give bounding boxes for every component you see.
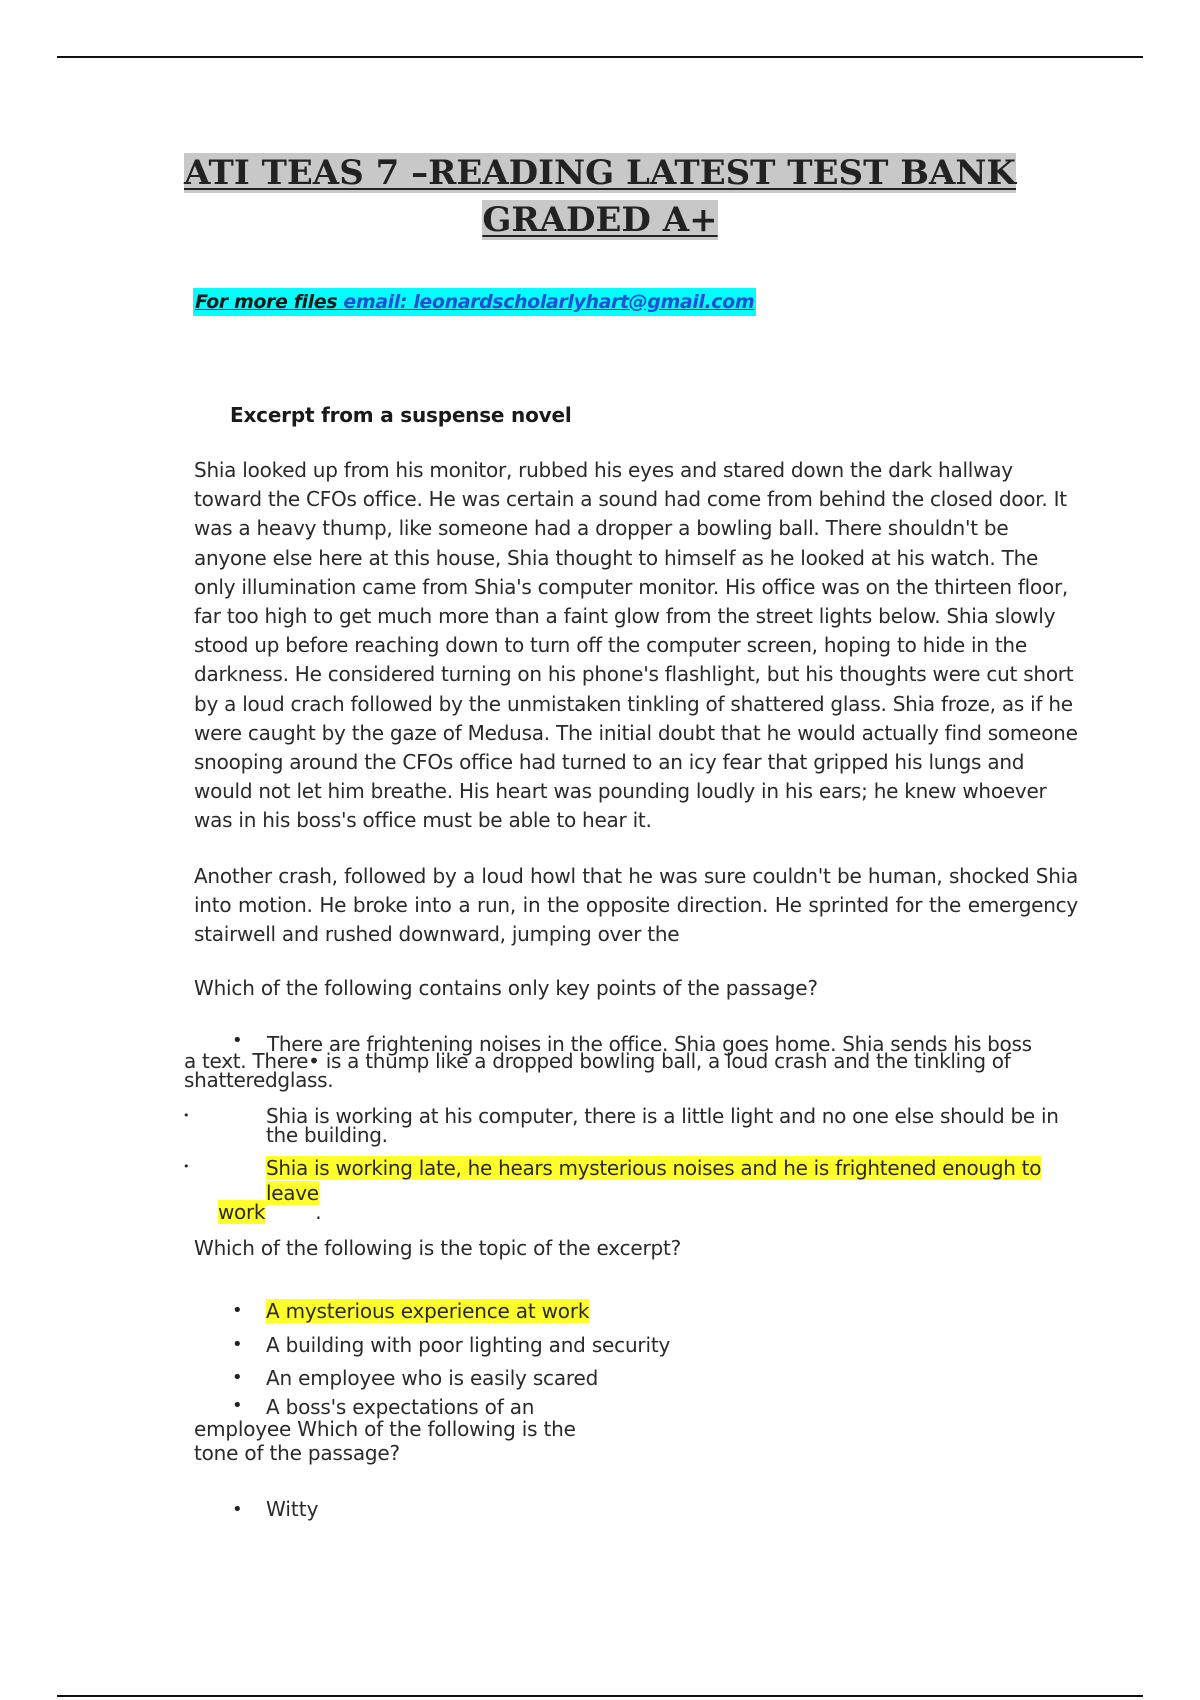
q1-option-c-continued (218, 1200, 322, 1224)
question-2-prompt: Which of the following is the topic of the excerpt? (194, 1236, 682, 1260)
bullet-icon: • (232, 1300, 243, 1321)
q1-option-c (266, 1156, 1046, 1206)
question-3-prompt: employee Which of the following is the tone of the passage? (194, 1417, 576, 1465)
q1-option-b: Shia is working at his computer, there is a little light and no one else should be in the building. (266, 1104, 1059, 1147)
passage-paragraph-1: Shia looked up from his monitor, rubbed his eyes and stared down the dark hallway toward the CFOs office. He was certain a sound had come from behind the closed door. It was a heavy thump, like someone had a dropper a bowling ball. There shouldn't be anyone else here at this house, Shia thought to himself as he looked at his watch. The only illumination came from Shia's computer monitor. His office was on the thirteen floor, far too high to get much more than a faint glow from the street lights below. Shia slowly stood up before reaching down to turn off the computer screen, hoping to hide in the darkness. He considered turning on his phone's flashlight, but his thoughts were cut short by a loud crach followed by the unmistaken tinkling of shattered glass. Shia froze, as if he were caught by the gaze of Medusa. The initial doubt that he would actually find someone snooping around the CFOs office had turned to an icy fear that gripped his lungs and would not let him breathe. His heart was pounding loudly in his ears; he knew whoever was in his boss's office must be able to hear it. (194, 458, 1078, 833)
bullet-icon: • (232, 1334, 243, 1355)
q1-option-a: There are frightening noises in the office. Shia goes home. Shia sends his boss (267, 1032, 1032, 1056)
promo-line (193, 288, 756, 316)
bottom-rule (57, 1695, 1143, 1697)
passage-paragraph-2: Another crash, followed by a loud howl that he was sure couldn't be human, shocked Shia into motion. He broke into a run, in the opposite direction. He sprinted for the emergency stairwell and rushed downward, jumping over the (194, 864, 1078, 947)
question-1-prompt: Which of the following contains only key points of the passage? (194, 976, 818, 1000)
q2-option-2: A building with poor lighting and security (266, 1333, 671, 1357)
promo-prefix: For more files (195, 291, 344, 313)
q2-option-1 (266, 1299, 589, 1323)
bullet-icon: • (183, 1160, 190, 1173)
title-line-2: GRADED A+ (482, 200, 718, 240)
q2-option-1-text: A mysterious experience at work (266, 1299, 590, 1323)
page-title (160, 150, 1040, 244)
bullet-icon: • (232, 1367, 243, 1388)
q1-option-c-end: . (315, 1200, 322, 1224)
top-rule (57, 56, 1143, 58)
q1-option-a-continued: a text. There• is a thump like a dropped bowling ball, a loud crash and the tinkling of shatteredglass. (184, 1049, 1011, 1092)
title-line-1: ATI TEAS 7 –READING LATEST TEST BANK (184, 153, 1016, 193)
bullet-icon: • (232, 1395, 243, 1416)
q3-option-1: Witty (266, 1497, 319, 1521)
q1-option-c-text: Shia is working late, he hears mysterious noises and he is frightened enough to leave (266, 1156, 1042, 1205)
q1-option-c-tail: work (218, 1200, 266, 1224)
bullet-icon: • (232, 1499, 243, 1520)
q2-option-4: A boss's expectations of an (266, 1395, 535, 1419)
q2-option-3: An employee who is easily scared (266, 1366, 599, 1390)
bullet-icon: • (232, 1030, 243, 1051)
bullet-icon: • (183, 1109, 190, 1122)
email-link[interactable]: email: leonardscholarlyhart@gmail.com (343, 291, 755, 313)
excerpt-heading: Excerpt from a suspense novel (230, 403, 572, 427)
